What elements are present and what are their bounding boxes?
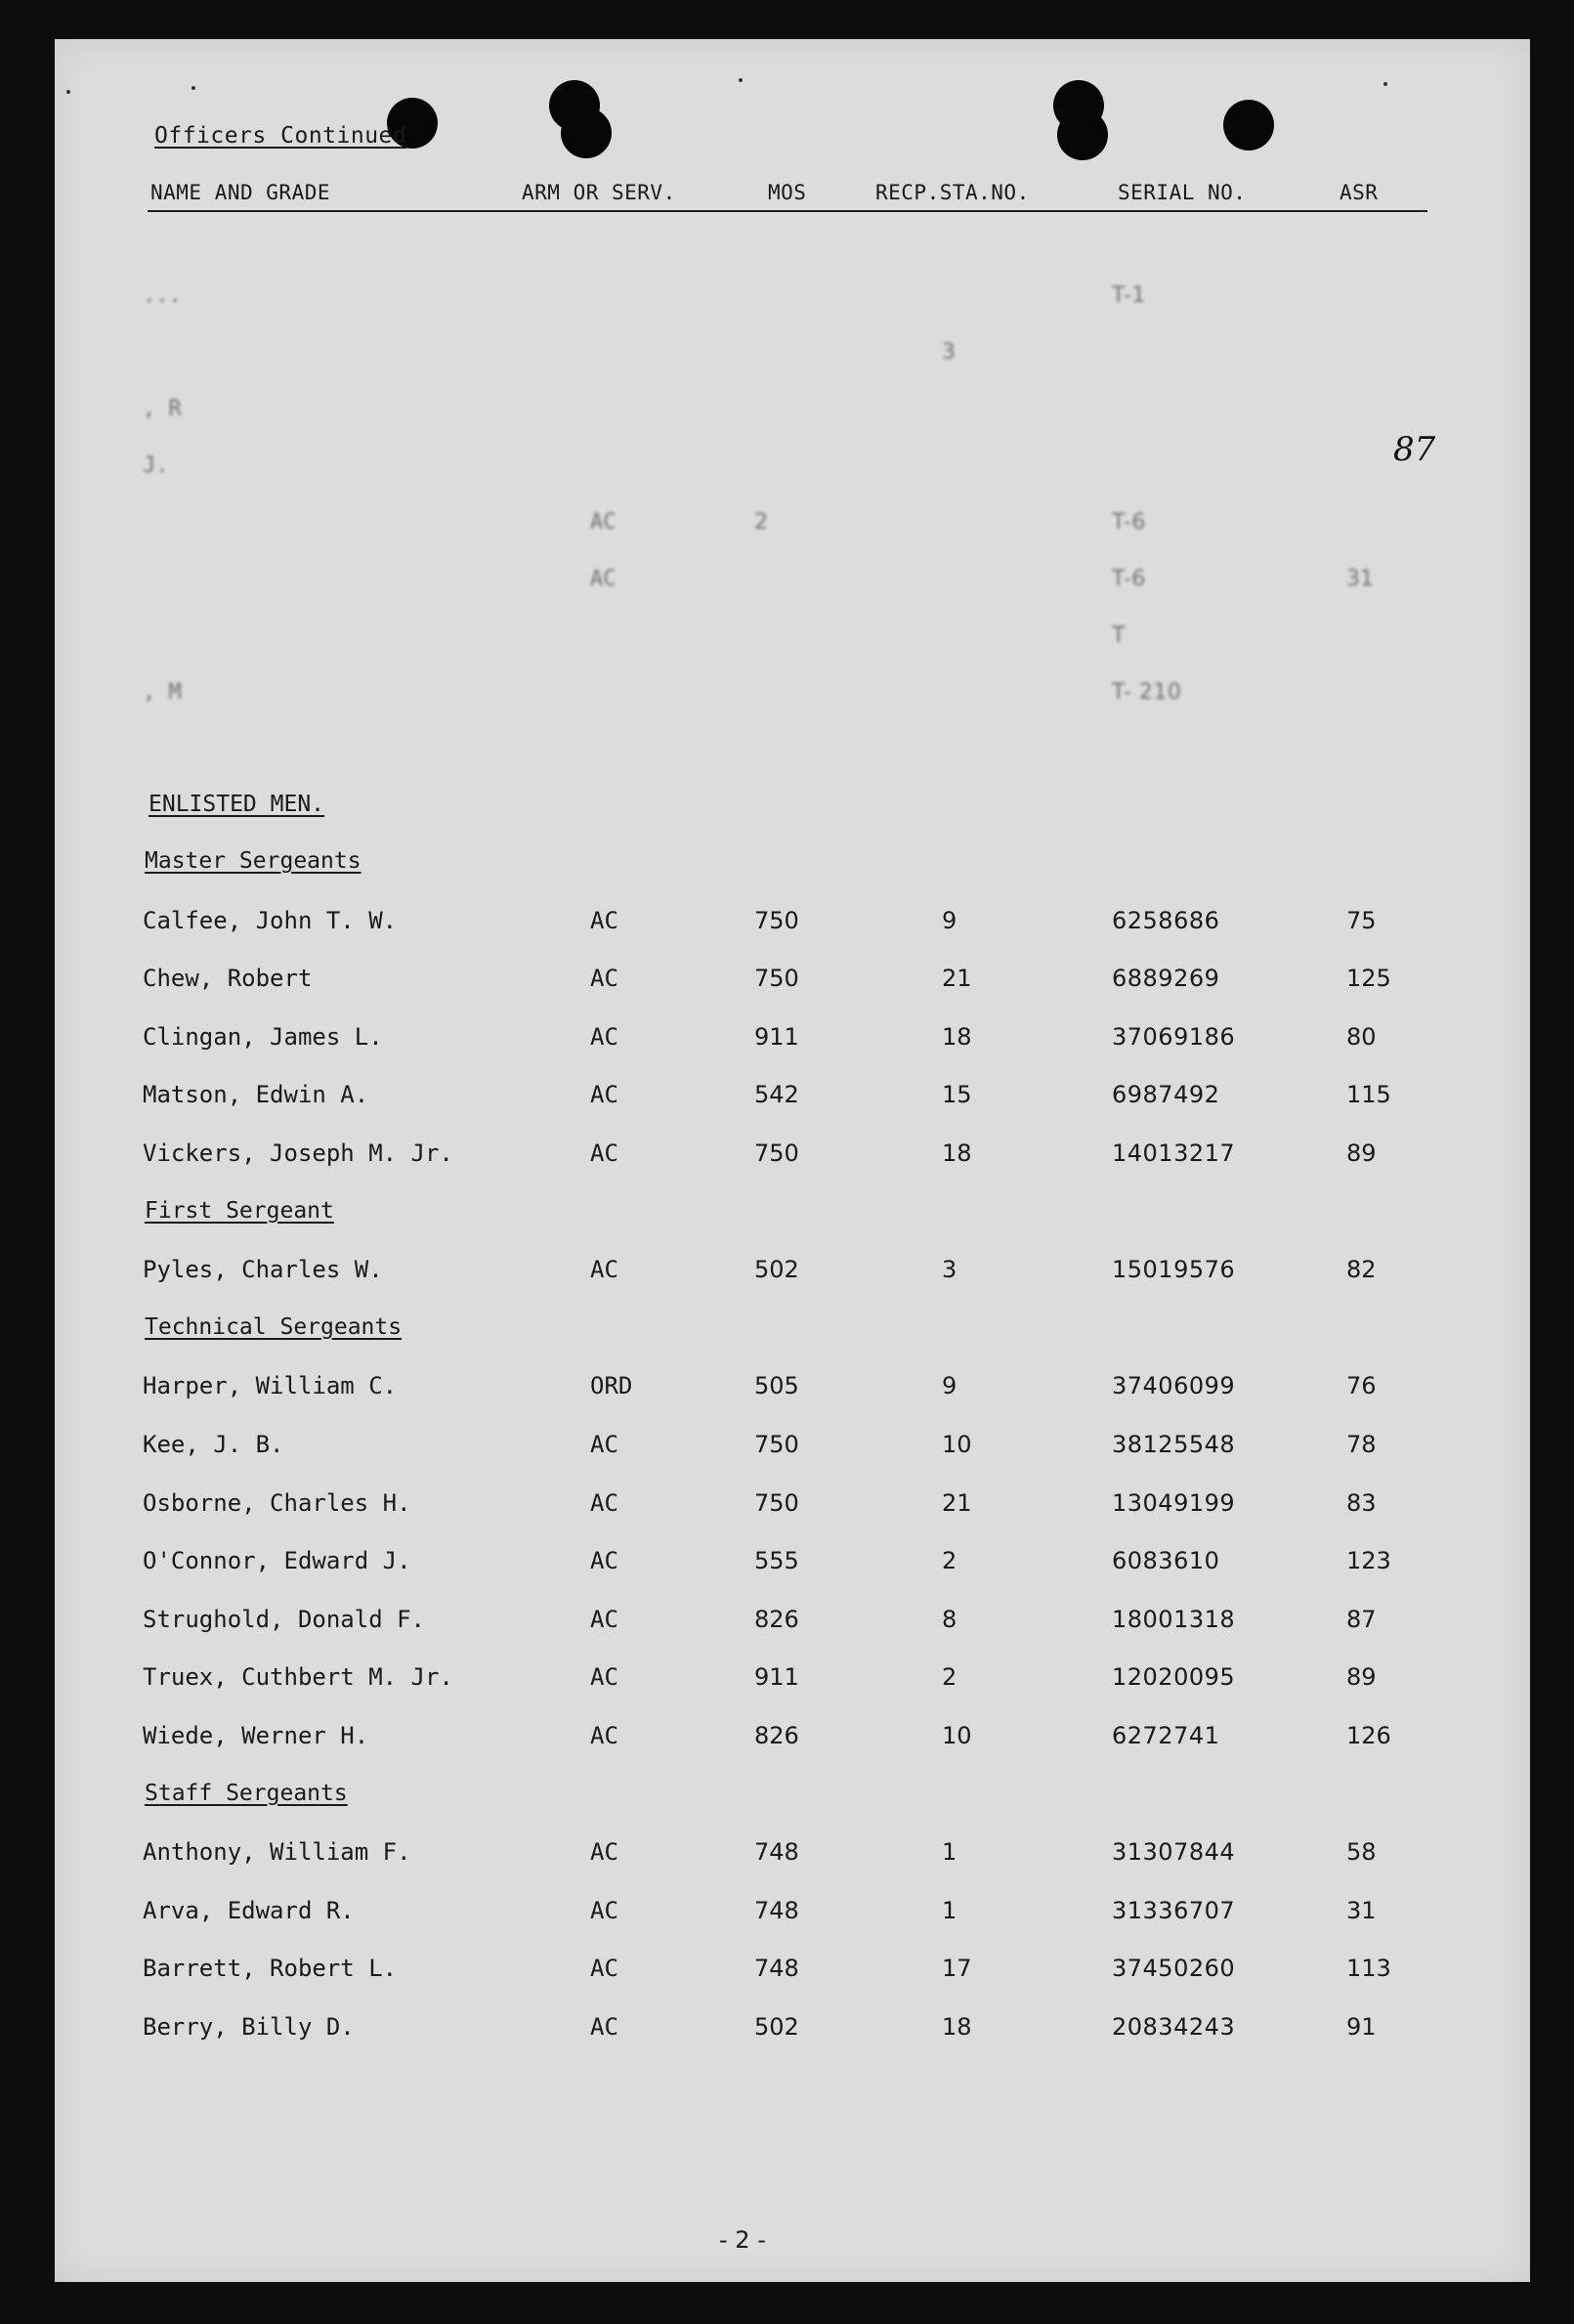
cell-asr: 75 [1346,907,1377,934]
cell-recp-sta-no: 15 [942,1081,972,1108]
cell-mos: 750 [754,965,799,992]
table-row [55,2013,1530,2052]
cell-arm-or-serv: AC [590,1606,618,1633]
table-row [55,1722,1530,1761]
cell-asr: 82 [1346,1256,1377,1283]
cell-asr: 87 [1346,1606,1377,1633]
cell-asr: 123 [1346,1547,1391,1574]
cell-name-and-grade: Pyles, Charles W. [143,1256,383,1283]
cell-mos: 505 [754,1372,799,1399]
cell-asr: 58 [1346,1838,1377,1866]
cell-name-and-grade: Kee, J. B. [143,1431,284,1458]
table-row [55,1489,1530,1528]
cell-arm-or-serv: AC [590,1023,618,1051]
cell-recp-sta-no: 21 [942,965,972,992]
cell-name-and-grade: Vickers, Joseph M. Jr. [143,1140,453,1167]
table-row [55,1081,1530,1120]
cell-name-and-grade: Truex, Cuthbert M. Jr. [143,1663,453,1691]
cell-arm-or-serv: AC [590,2013,618,2041]
cell-mos: 748 [754,1838,799,1866]
table-row [55,1023,1530,1062]
table-row [55,1663,1530,1702]
cell-arm-or-serv: AC [590,1897,618,1924]
cell-serial-no: T- 210 [1112,680,1182,705]
cell-asr: 31 [1346,1897,1377,1924]
cell-serial-no: 15019576 [1112,1256,1236,1283]
section-label: Master Sergeants [145,848,362,874]
faded-officer-row [55,340,1530,379]
cell-asr: 76 [1346,1372,1377,1399]
cell-recp-sta-no: 21 [942,1489,972,1517]
cell-serial-no: 37406099 [1112,1372,1236,1399]
cell-name-and-grade: Chew, Robert [143,965,313,992]
cell-recp-sta-no: 1 [942,1838,957,1866]
faded-officer-row [55,510,1530,549]
cell-name-and-grade: , R [143,397,182,421]
cell-asr: 113 [1346,1955,1391,1982]
header-arm-or-serv: ARM OR SERV. [522,181,676,204]
cell-serial-no: T-1 [1112,283,1146,308]
cell-arm-or-serv: AC [590,1547,618,1574]
cell-name-and-grade: ... [143,283,182,308]
section-label: Staff Sergeants [145,1781,348,1806]
header-asr: ASR [1340,181,1379,204]
cell-name-and-grade: Anthony, William F. [143,1838,411,1866]
cell-name-and-grade: Harper, William C. [143,1372,398,1399]
cell-serial-no: 6889269 [1112,965,1220,992]
margin-handwritten-note: 87 [1393,430,1436,469]
cell-arm-or-serv: AC [590,1256,618,1283]
cell-recp-sta-no: 18 [942,1140,972,1167]
cell-name-and-grade: Strughold, Donald F. [143,1606,425,1633]
enlisted-men-title: ENLISTED MEN. [149,792,325,817]
cell-mos: 750 [754,907,799,934]
cell-mos: 502 [754,1256,799,1283]
cell-mos: 750 [754,1489,799,1517]
cell-serial-no: 31336707 [1112,1897,1236,1924]
cell-recp-sta-no: 2 [942,1663,957,1691]
cell-name-and-grade: Matson, Edwin A. [143,1081,369,1108]
cell-asr: 78 [1346,1431,1377,1458]
cell-mos: 826 [754,1606,799,1633]
cell-mos: 750 [754,1140,799,1167]
section-label: First Sergeant [145,1198,334,1224]
cell-mos: 826 [754,1722,799,1749]
cell-serial-no: 20834243 [1112,2013,1236,2041]
cell-serial-no: 6258686 [1112,907,1220,934]
cell-serial-no: 12020095 [1112,1663,1236,1691]
cell-serial-no: 6987492 [1112,1081,1220,1108]
faded-officer-row [55,680,1530,719]
cell-name-and-grade: J. [143,453,169,478]
continuation-title: Officers Continued [154,123,407,149]
cell-recp-sta-no: 8 [942,1606,957,1633]
cell-asr: 125 [1346,965,1391,992]
cell-arm-or-serv: ORD [590,1372,633,1399]
table-row [55,965,1530,1004]
header-recp-sta-no: RECP.STA.NO. [875,181,1030,204]
cell-mos: 911 [754,1663,799,1691]
cell-asr: 83 [1346,1489,1377,1517]
cell-serial-no: T [1112,624,1126,648]
table-row [55,1838,1530,1877]
cell-name-and-grade: Barrett, Robert L. [143,1955,398,1982]
cell-asr: 89 [1346,1663,1377,1691]
cell-mos: 748 [754,1955,799,1982]
cell-mos: 2 [754,510,768,535]
cell-asr: 31 [1346,567,1374,591]
cell-name-and-grade: Arva, Edward R. [143,1897,355,1924]
cell-recp-sta-no: 3 [942,1256,957,1283]
cell-name-and-grade: Wiede, Werner H. [143,1722,369,1749]
cell-serial-no: 38125548 [1112,1431,1236,1458]
table-row [55,1140,1530,1179]
cell-name-and-grade: Osborne, Charles H. [143,1489,411,1517]
cell-serial-no: 31307844 [1112,1838,1236,1866]
table-row [55,1372,1530,1411]
cell-recp-sta-no: 1 [942,1897,957,1924]
cell-arm-or-serv: AC [590,510,617,535]
cell-serial-no: 14013217 [1112,1140,1236,1167]
cell-mos: 502 [754,2013,799,2041]
page-number: - 2 - [719,2226,766,2254]
section-label: Technical Sergeants [145,1314,403,1340]
cell-arm-or-serv: AC [590,567,617,591]
cell-arm-or-serv: AC [590,1722,618,1749]
cell-mos: 750 [754,1431,799,1458]
cell-serial-no: T-6 [1112,567,1146,591]
cell-recp-sta-no: 10 [942,1431,972,1458]
cell-serial-no: 37069186 [1112,1023,1236,1051]
cell-name-and-grade: Clingan, James L. [143,1023,383,1051]
cell-serial-no: 6083610 [1112,1547,1220,1574]
faded-officer-row [55,567,1530,606]
cell-arm-or-serv: AC [590,907,618,934]
cell-arm-or-serv: AC [590,1431,618,1458]
table-row [55,1955,1530,1994]
faded-officer-row [55,624,1530,663]
cell-mos: 748 [754,1897,799,1924]
table-row [55,1431,1530,1470]
cell-arm-or-serv: AC [590,1955,618,1982]
cell-arm-or-serv: AC [590,1838,618,1866]
cell-name-and-grade: Berry, Billy D. [143,2013,355,2041]
cell-mos: 542 [754,1081,799,1108]
faded-officer-row [55,283,1530,323]
faded-officer-row [55,453,1530,493]
cell-arm-or-serv: AC [590,1489,618,1517]
cell-serial-no: 6272741 [1112,1722,1220,1749]
cell-asr: 91 [1346,2013,1377,2041]
header-mos: MOS [768,181,807,204]
cell-name-and-grade: Calfee, John T. W. [143,907,398,934]
table-row [55,1897,1530,1936]
cell-asr: 89 [1346,1140,1377,1167]
cell-mos: 555 [754,1547,799,1574]
cell-recp-sta-no: 17 [942,1955,972,1982]
cell-serial-no: 13049199 [1112,1489,1236,1517]
cell-recp-sta-no: 10 [942,1722,972,1749]
cell-recp-sta-no: 3 [942,340,956,365]
faded-officer-rows [55,39,1530,821]
cell-serial-no: 18001318 [1112,1606,1236,1633]
table-row [55,1256,1530,1295]
cell-arm-or-serv: AC [590,1663,618,1691]
cell-arm-or-serv: AC [590,1140,618,1167]
cell-serial-no: 37450260 [1112,1955,1236,1982]
cell-recp-sta-no: 18 [942,1023,972,1051]
cell-mos: 911 [754,1023,799,1051]
cell-name-and-grade: O'Connor, Edward J. [143,1547,411,1574]
cell-serial-no: T-6 [1112,510,1146,535]
cell-recp-sta-no: 9 [942,907,957,934]
table-row [55,1606,1530,1645]
header-name-and-grade: NAME AND GRADE [150,181,331,204]
cell-recp-sta-no: 18 [942,2013,972,2041]
cell-asr: 115 [1346,1081,1391,1108]
cell-arm-or-serv: AC [590,965,618,992]
faded-officer-row [55,397,1530,436]
cell-recp-sta-no: 2 [942,1547,957,1574]
header-serial-no: SERIAL NO. [1118,181,1247,204]
cell-asr: 126 [1346,1722,1391,1749]
table-row [55,1547,1530,1586]
document-page [55,39,1530,2282]
cell-name-and-grade: , M [143,680,182,705]
cell-arm-or-serv: AC [590,1081,618,1108]
cell-recp-sta-no: 9 [942,1372,957,1399]
table-row [55,907,1530,946]
cell-asr: 80 [1346,1023,1377,1051]
